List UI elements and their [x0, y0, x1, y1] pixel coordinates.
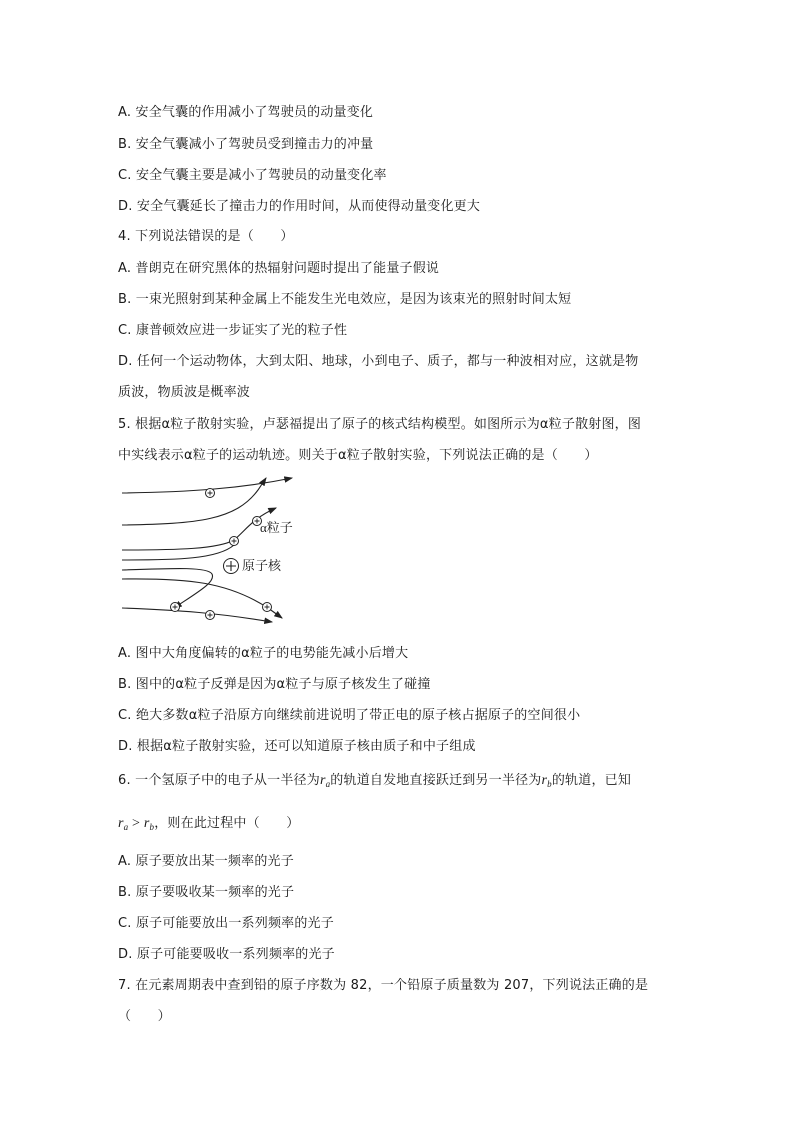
q6-var-rb: r: [541, 773, 548, 788]
q6-stem-c: 的轨道，已知: [551, 773, 632, 788]
q5-stem-line1: 5. 根据α粒子散射实验，卢瑟福提出了原子的核式结构模型。如图所示为α粒子散射图，图: [118, 417, 642, 432]
q6-cond-rb-sub: b: [149, 822, 155, 832]
q6-cond-op: >: [128, 816, 144, 831]
q5-option-a: A. 图中大角度偏转的α粒子的电势能先减小后增大: [118, 646, 409, 661]
q4-option-d-cont: 质波，物质波是概率波: [118, 385, 251, 400]
q4-option-a: A. 普朗克在研究黑体的热辐射问题时提出了能量子假说: [118, 261, 440, 276]
q6-option-c: C. 原子可能要放出一系列频率的光子: [118, 916, 334, 931]
q6-option-b: B. 原子要吸收某一频率的光子: [118, 885, 295, 900]
q6-stem-a: 6. 一个氢原子中的电子从一半径为: [118, 773, 320, 788]
q6-var-ra-sub: a: [325, 779, 331, 789]
q7-stem-line2: （ ）: [118, 1009, 171, 1024]
q5-option-b: B. 图中的α粒子反弹是因为α粒子与原子核发生了碰撞: [118, 677, 431, 692]
q5-option-d: D. 根据α粒子散射实验，还可以知道原子核由质子和中子组成: [118, 739, 476, 754]
q4-option-d: D. 任何一个运动物体，大到太阳、地球，小到电子、质子，都与一种波相对应，这就是物: [118, 354, 639, 369]
q6-stem-line1: [118, 772, 631, 793]
trajectory-backscatter: [122, 569, 213, 608]
label-atomic-nucleus: 原子核: [242, 558, 282, 573]
q3-option-d: D. 安全气囊延长了撞击力的作用时间，从而使得动量变化更大: [118, 199, 481, 214]
q6-cond-tail: ，则在此过程中（ ）: [154, 816, 300, 831]
q4-stem: 4. 下列说法错误的是（ ）: [118, 229, 294, 244]
q6-var-rb-sub: b: [547, 779, 552, 789]
trajectory-upper-mid: [122, 508, 276, 550]
label-alpha-particle: α粒子: [260, 520, 293, 535]
q6-stem-b: 的轨道自发地直接跃迁到另一半径为: [330, 773, 542, 788]
trajectory-mid: [122, 545, 234, 560]
q4-option-c: C. 康普顿效应进一步证实了光的粒子性: [118, 323, 348, 338]
q6-cond-rb: r: [143, 816, 150, 831]
q3-option-a: A. 安全气囊的作用减小了驾驶员的动量变化: [118, 105, 374, 120]
q6-option-a: A. 原子要放出某一频率的光子: [118, 854, 294, 869]
q6-cond-ra-sub: a: [123, 822, 129, 832]
trajectory-lower-deflect: [122, 579, 282, 618]
q6-cond-ra: r: [118, 816, 124, 831]
q7-stem-line1: 7. 在元素周期表中查到铅的原子序数为 82，一个铅原子质量数为 207，下列说法正确的是: [118, 978, 649, 993]
alpha-scattering-figure: [118, 470, 318, 635]
q3-option-c: C. 安全气囊主要是减小了驾驶员的动量变化率: [118, 168, 387, 183]
q3-option-b: B. 安全气囊减小了驾驶员受到撞击力的冲量: [118, 137, 374, 152]
q6-var-ra: r: [319, 773, 326, 788]
q6-option-d: D. 原子可能要吸收一系列频率的光子: [118, 947, 335, 962]
q5-option-c: C. 绝大多数α粒子沿原方向继续前进说明了带正电的原子核占据原子的空间很小: [118, 708, 581, 723]
q4-option-b: B. 一束光照射到某种金属上不能发生光电效应，是因为该束光的照射时间太短: [118, 292, 572, 307]
trajectory-upper-deflect: [122, 478, 266, 525]
q6-stem-line2: [118, 815, 299, 836]
trajectory-bottom: [122, 608, 272, 622]
q5-stem-line2: 中实线表示α粒子的运动轨迹。则关于α粒子散射实验，下列说法正确的是（ ）: [118, 448, 598, 463]
